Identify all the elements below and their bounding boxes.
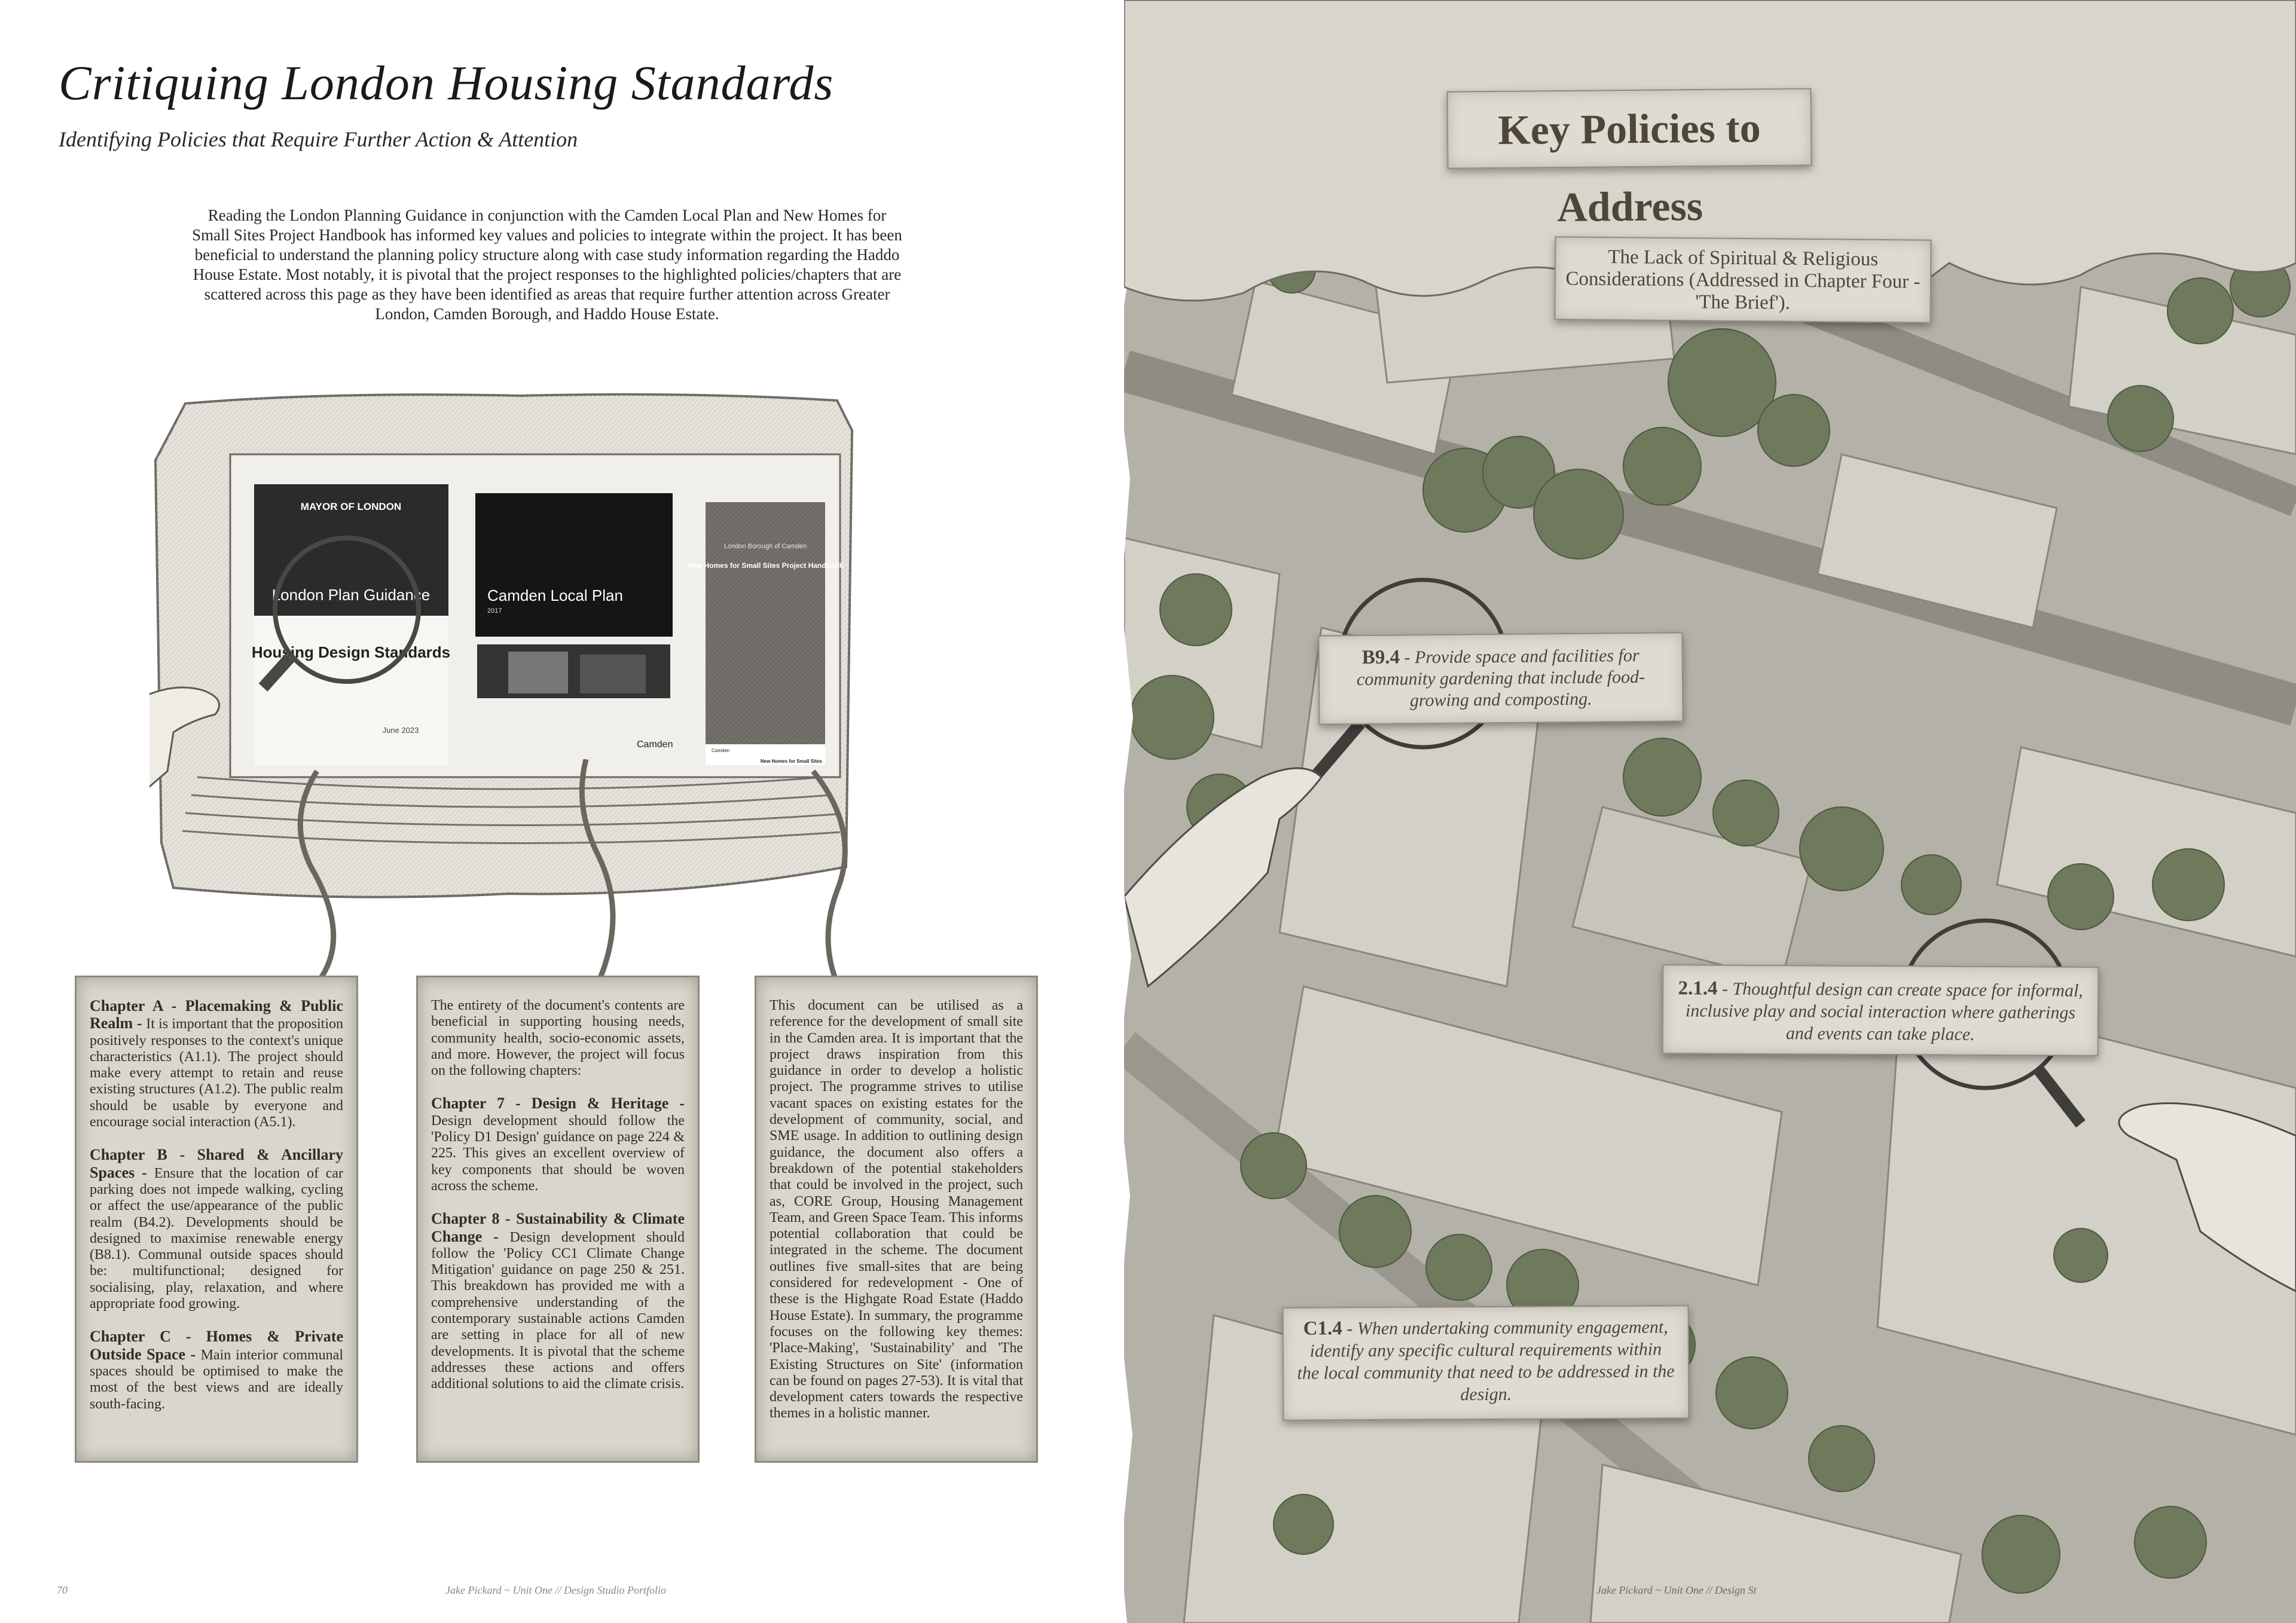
panel-new-homes	[755, 976, 1038, 1463]
right-page	[1124, 0, 2296, 1623]
london-plan-title: London Plan Guidance	[271, 586, 430, 604]
left-page	[0, 0, 1136, 1623]
footer-credit-right: Jake Pickard ~ Unit One // Design St	[1596, 1584, 1757, 1596]
panel-camden-intro: The entirety of the document's contents are beneficial in supporting housing needs, community health, socio-economic assets, and more. However, the project will focus on the following chapters:	[431, 998, 685, 1079]
policy-c14-banner: C1.4 - When undertaking community engagement, identify any specific cultural requirements within the local community that need to be addressed in the design.	[1283, 1305, 1690, 1421]
panel-london-plan	[75, 976, 358, 1463]
panel-camden-plan	[416, 976, 700, 1463]
panel-new-homes-body: This document can be utilised as a reference for the development of small site in the Camden area. It is important that the project draws inspiration from this guidance in order to develop a holistic project. The programme strives to utilise vacant spaces on existing estates for the development of community, social, and SME usage. In addition to outlining design guidance, the document also offers a breakdown of the potential stakeholders that could be involved in the project, such as, CORE Group, Housing Management Team, and Green Space Team. This informs potential collaboration that could be integrated in the scheme. The document outlines five small-sites that are being considered for redevelopment - One of these is the Highgate Road Estate (Haddo House Estate). In summary, the programme focuses on the following key themes: 'Place-Making', 'Sustainability' and 'The Existing Structures on Site' (information can be found on pages 27-53). It is vital that development caters towards the respective themes in a holistic manner.	[770, 998, 1023, 1422]
policy-b94-banner: B9.4 - Provide space and facilities for community gardening that include food-growing and composting.	[1318, 632, 1683, 725]
new-homes-footer: New Homes for Small Sites	[760, 759, 822, 764]
london-plan-date: June 2023	[382, 726, 419, 735]
chapter-c: Chapter C - Homes & Private Outside Space - Main interior communal spaces should be optimised to make the most of the best views and are ideally south-facing.	[90, 1328, 344, 1412]
new-homes-cover	[688, 502, 844, 765]
chapter-a: Chapter A - Placemaking & Public Realm - It is important that the proposition positively responses to the context's unique characteristics (A1.1). The project should make every attempt to retain and reuse existing structures (A1.2). The public realm should be usable by everyone and encourage social interaction (A5.1).	[90, 997, 343, 1130]
key-policies-heading: Key Policies to Address	[1446, 88, 1812, 169]
chapter-8: Chapter 8 - Sustainability & Climate Change - Design development should follow the 'Policy CC1 Climate Change Mitigation' guidance on page 250 & 251. This breakdown has provided me with a comprehensive understanding of the contemporary sustainable actions Camden are setting in place for all of new developments. It is pivotal that the scheme addresses these actions and offers additional solutions to aid the climate crisis.	[431, 1210, 685, 1392]
london-plan-header: MAYOR OF LONDON	[300, 501, 402, 512]
chapter-b: Chapter B - Shared & Ancillary Spaces - Ensure that the location of car parking does not impede walking, cycling or affect the use/appearance of the public realm (B4.2). Developments should be designed to maximise renewable energy (B8.1). Communal outside spaces should be: multifunctional; designed for socialising, play, relaxation, and where appropriate food growing.	[90, 1146, 343, 1312]
london-plan-cover	[252, 484, 450, 765]
camden-plan-title: Camden Local Plan	[487, 586, 623, 604]
rope-decoration	[215, 759, 957, 986]
spiritual-considerations-banner: The Lack of Spiritual & Religious Considerations (Addressed in Chapter Four - 'The Brief').	[1554, 236, 1931, 323]
page-number: 70	[57, 1584, 68, 1596]
london-plan-subtitle: Housing Design Standards	[251, 643, 451, 661]
intro-paragraph: Reading the London Planning Guidance in conjunction with the Camden Local Plan and New Homes for Small Sites Project Handbook has informed key values and policies to integrate within the project. It has been beneficial to understand the planning policy structure along with case study information regarding the Haddo House Estate. Most notably, it is pivotal that the project responses to the highlighted policies/chapters that are scattered across this page as they have been identified as areas that require further attention across Greater London, Camden Borough, and Haddo House Estate.	[192, 206, 902, 323]
page-title: Critiquing London Housing Standards	[59, 56, 834, 110]
camden-logo: Camden	[637, 739, 673, 750]
new-homes-title: New Homes for Small Sites Project Handbook	[687, 561, 844, 570]
page-subtitle: Identifying Policies that Require Further Action & Attention	[59, 127, 578, 151]
camden-plan-year: 2017	[487, 607, 502, 615]
policy-214-banner: 2.1.4 - Thoughtful design can create space for informal, inclusive play and social interaction where gatherings and events can take place.	[1662, 964, 2099, 1056]
new-homes-logo: Camden	[712, 748, 730, 753]
footer-credit-left: Jake Pickard ~ Unit One // Design Studio Portfolio	[445, 1584, 667, 1596]
new-homes-header: London Borough of Camden	[723, 543, 807, 550]
chapter-7: Chapter 7 - Design & Heritage - Design development should follow the 'Policy D1 Design' guidance on page 224 & 225. This gives an excellent overview of key components that should be woven across the scheme.	[431, 1095, 685, 1194]
